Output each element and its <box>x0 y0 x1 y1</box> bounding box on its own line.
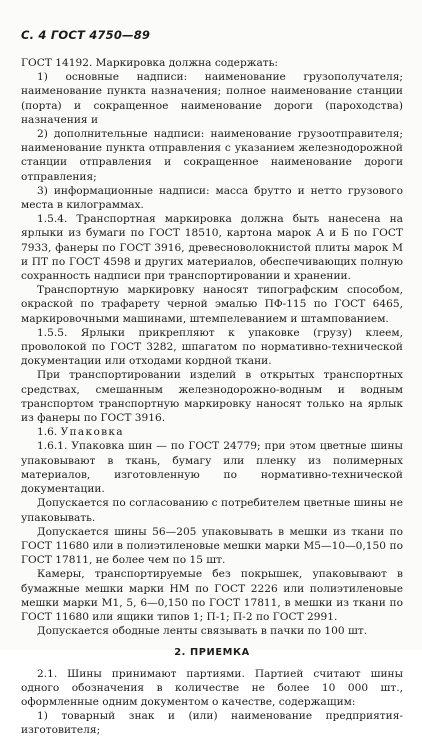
paragraph-2-1: 2.1. Шины принимают партиями. Партией считают шины одного обозначения в количестве не более 10 000 шт., оформленные одним документом о качестве, содержащим: <box>21 667 403 708</box>
paragraph-marking-methods: Транспортную маркировку наносят типографским способом, окраской по трафарету черной эмалью ПФ-115 по ГОСТ 6465, маркировочными машинами, штемпелеванием и штампованием. <box>21 284 403 325</box>
paragraph-rim-bands: Допускается ободные ленты связывать в пачки по 100 шт. <box>37 625 368 638</box>
paragraph-additional-inscriptions: 2) дополнительные надписи: наименование грузоотправителя; наименование пункта отправления с указанием железнодорожной станции отправления и сокращенное наименование дороги отправления; <box>21 128 403 183</box>
paragraph-main-inscriptions: 1) основные надписи: наименование грузополучателя; наименование пункта назначения; полное наименование станции (порта) и сокращенное наименование дороги (пароходства) назначения и <box>21 71 403 126</box>
paragraph-1-5-5: 1.5.5. Ярлыки прикрепляют к упаковке (грузу) клеем, проволокой по ГОСТ 3282, шпагатом по нормативно-технической документации или отходами кордной ткани. <box>21 326 403 368</box>
section-heading-acceptance: 2. ПРИЕМКА <box>174 647 250 659</box>
paragraph-info-inscriptions: 3) информационные надписи: масса брутто и нетто грузового места в килограммах. <box>21 184 403 212</box>
paragraph-tubes: Камеры, транспортируемые без покрышек, упаковывают в бумажные мешки марки НМ по ГОСТ 2226 или полиэтиленовые мешки марки М1, 5, 6—0,150 по ГОСТ 17811, в мешки из ткани по ГОСТ 11680 или ящики типов 1; П-1; П-2 по ГОСТ 2991. <box>21 568 403 623</box>
paragraph-1-6-1: 1.6.1. Упаковка шин — по ГОСТ 24779; при этом цветные шины упаковывают в ткань, бумагу или пленку из полимерных материалов, изготовленную по нормативно-технической документации. <box>21 440 403 496</box>
paragraph-trademark: 1) товарный знак и (или) наименование предприятия-изготовителя; <box>21 710 403 737</box>
subsection-number: 1.6. <box>37 426 58 439</box>
paragraph-colored-tires: Допускается по согласованию с потребителем цветные шины не упаковывать. <box>21 497 403 524</box>
subsection-title: Упаковка <box>60 426 124 439</box>
subsection-heading <box>21 425 403 439</box>
paragraph-open-transport: При транспортировании изделий в открытых транспортных средствах, смешанным железнодорожно-водным и водным транспортом транспортную маркировку наносят только на ярлык из фанеры по ГОСТ 3916. <box>21 369 403 425</box>
document-body <box>21 56 403 738</box>
paragraph-tires-56-205: Допускается шины 56—205 упаковывать в мешки из ткани по ГОСТ 11680 или в полиэтиленовые мешки марки М5—10—0,150 по ГОСТ 17811, не более чем по 15 шт. <box>21 525 403 567</box>
page-header: С. 4 ГОСТ 4750—89 <box>21 28 151 42</box>
paragraph-1-5-4: 1.5.4. Транспортная маркировка должна быть нанесена на ярлыки из бумаги по ГОСТ 18510, картона марок А и Б по ГОСТ 7933, фанеры по ГОСТ 3916, древесноволокнистой плиты марок М и ПТ по ГОСТ 4598 и других материалов, обеспечивающих полную сохранность надписи при транспортировании и хранении. <box>21 213 403 283</box>
paragraph-gost-14192: ГОСТ 14192. Маркировка должна содержать: <box>21 57 278 69</box>
